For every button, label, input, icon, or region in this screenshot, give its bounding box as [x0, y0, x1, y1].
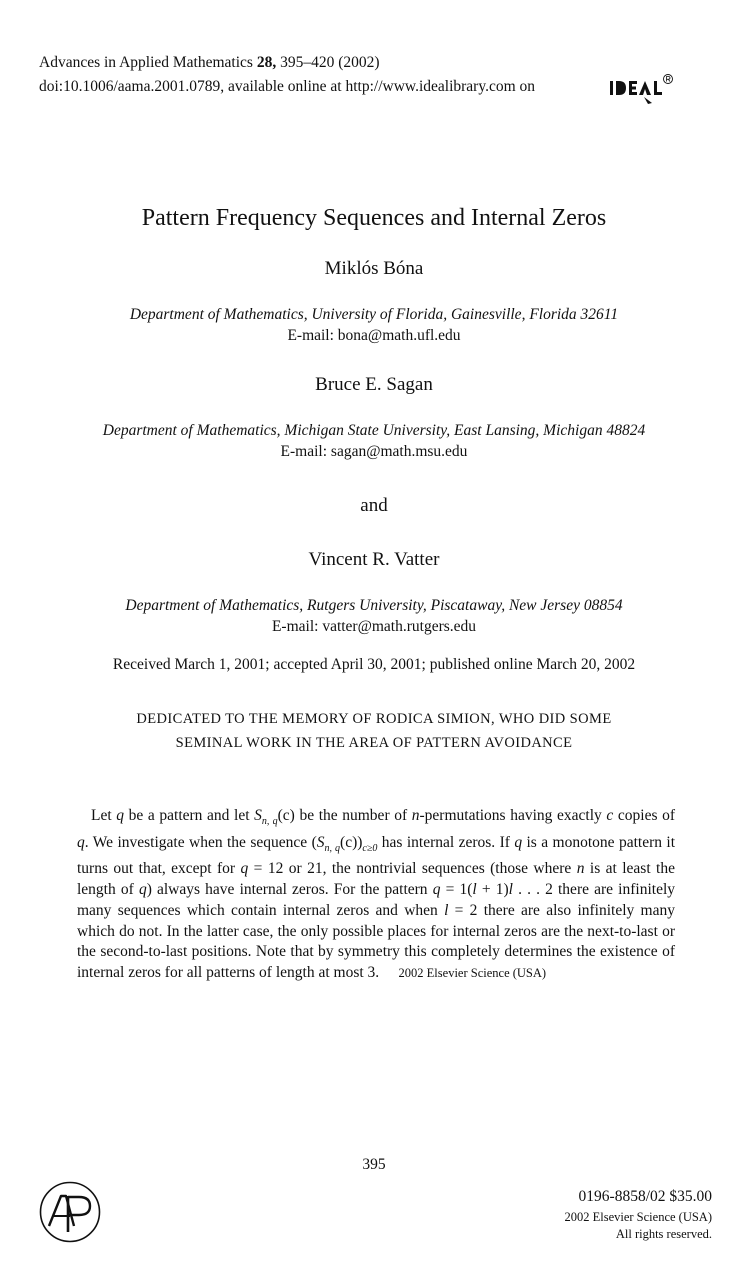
- doi-line: doi:10.1006/aama.2001.0789, available online at http://www.idealibrary.com on: [39, 78, 536, 95]
- footer-copyright: 2002 Elsevier Science (USA): [564, 1210, 712, 1224]
- author-name: Vincent R. Vatter: [308, 549, 440, 570]
- issn-price: 0196-8858/02 $35.00: [578, 1188, 712, 1205]
- abstract: Let q be a pattern and let $S_{n, q}(c)$ be the number of n-permutations having exactly c copies of q. We investigate when the sequence $(S_{n, q}(c))_{c\ge 0}$ has internal zeros. If q is a monotone pattern it turns out that, except for q = 12 or 21, the nontrivial sequences (those where n is at least the length of q) always have internal zeros. For the pattern q = 1(l + 1)l . . . 2 there are infinitely many sequences which contain internal zeros and when l = 2 there are also infinitely many which do not. In the latter case, the only possible places for internal zeros are the next-to-last or the second-to-last positions. Note that by symmetry this completely determines the existence of internal zeros for all patterns of length at most 3. 2002 Elsevier Science (USA): [77, 807, 676, 981]
- author-email: E-mail: bona@math.ufl.edu: [287, 327, 461, 344]
- author-name: Bruce E. Sagan: [315, 374, 433, 395]
- author-email: E-mail: vatter@math.rutgers.edu: [271, 618, 477, 635]
- author-conjunction: and: [360, 495, 388, 516]
- journal-citation: [39, 53, 380, 73]
- journal-name: Advances in Applied Mathematics: [39, 54, 257, 71]
- pages-year: 395–420 (2002): [276, 54, 380, 71]
- ideal-logo-icon: [608, 73, 676, 107]
- author-email: E-mail: sagan@math.msu.edu: [280, 443, 468, 460]
- dedication-line-2: SEMINAL WORK IN THE AREA OF PATTERN AVOIDANCE: [175, 735, 573, 751]
- received-dates: Received March 1, 2001; accepted April 30, 2001; published online March 20, 2002: [112, 656, 636, 673]
- author-name: Miklós Bóna: [324, 258, 424, 279]
- author-affiliation: Department of Mathematics, University of Florida, Gainesville, Florida 32611: [129, 306, 619, 323]
- rights-reserved: All rights reserved.: [615, 1227, 712, 1241]
- abstract-copyright: 2002 Elsevier Science (USA): [398, 965, 547, 980]
- author-affiliation: Department of Mathematics, Michigan State University, East Lansing, Michigan 48824: [102, 422, 646, 439]
- paper-title: Pattern Frequency Sequences and Internal Zeros: [141, 205, 607, 231]
- page-number: 395: [362, 1156, 386, 1173]
- dedication-line-1: DEDICATED TO THE MEMORY OF RODICA SIMION, WHO DID SOME: [136, 711, 612, 727]
- author-affiliation: Department of Mathematics, Rutgers University, Piscataway, New Jersey 08854: [125, 597, 623, 614]
- academic-press-logo-icon: [38, 1180, 102, 1244]
- volume-number: 28,: [256, 54, 277, 71]
